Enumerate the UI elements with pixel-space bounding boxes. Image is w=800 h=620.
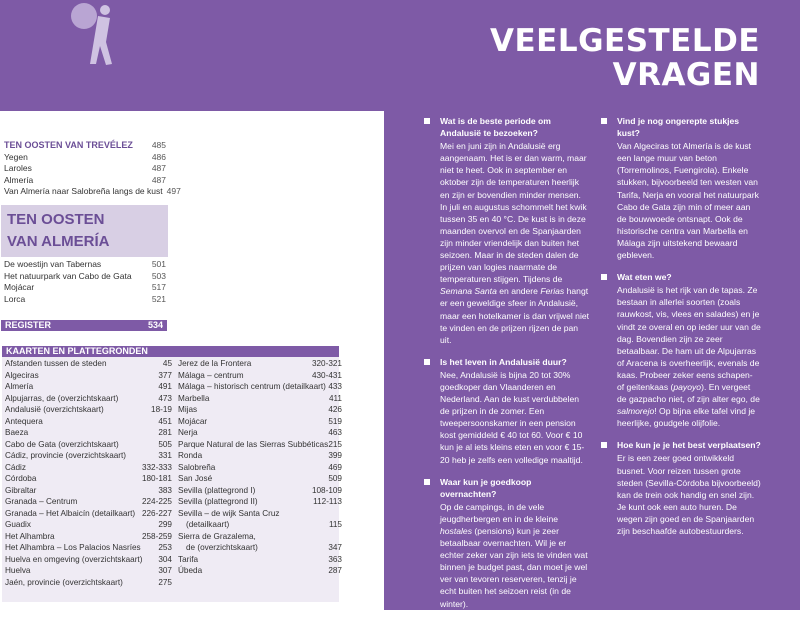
index-page: 487 xyxy=(151,174,166,185)
map-row xyxy=(178,508,342,520)
map-row xyxy=(178,462,342,474)
map-row xyxy=(178,358,342,370)
map-name: Huelva en omgeving (overzichtskaart) xyxy=(5,554,143,564)
trevelez-section xyxy=(4,140,181,198)
qa-column-1 xyxy=(424,115,590,620)
answer-italic: hostales xyxy=(440,526,473,536)
map-name: Ronda xyxy=(178,451,203,460)
answer-text: Mei en juni zijn in Andalusië erg aangenaam. Het is er dan warm, maar niet te heet. Ook in september en oktober zijn de temperaturen heerlijk en zijn er bovendien minder mensen. In juli en augustus schommelt het kwik tussen 35 en 40 °C. De kust is in deze maanden overvol en de Spanjaarden zijn minder vriendelijk dan buiten het seizoen. Maar in de steden dalen de prijzen van logies naarmate de temperaturen stijgen. Tijdens de xyxy=(440,141,587,285)
register-label: REGISTER xyxy=(5,320,52,330)
index-page: 487 xyxy=(151,163,166,173)
answer-italic: payoyo xyxy=(673,381,702,392)
map-row xyxy=(5,358,172,370)
answer-text: en andere xyxy=(496,286,541,297)
index-name: Het natuurpark van Cabo de Gata xyxy=(4,270,132,281)
index-row xyxy=(4,186,181,198)
almeria-title-line-2: VAN ALMERÍA xyxy=(7,233,110,250)
question: Wat is de beste periode om Andalusië te bezoeken? xyxy=(424,115,590,139)
map-page: 281 xyxy=(158,428,172,437)
map-row xyxy=(5,381,172,393)
map-row xyxy=(178,393,342,405)
map-name: Het Alhambra – Los Palacios Nasríes xyxy=(5,543,141,552)
question: Is het leven in Andalusië duur? xyxy=(424,356,590,368)
map-name: Afstanden tussen de steden xyxy=(5,359,107,368)
map-page: 383 xyxy=(158,485,172,495)
register-page: 534 xyxy=(147,320,163,330)
map-row xyxy=(178,416,342,428)
qa-column-2 xyxy=(601,115,761,547)
map-row xyxy=(178,485,342,497)
map-page: 473 xyxy=(158,393,172,403)
almeria-section xyxy=(4,259,166,305)
map-row xyxy=(5,370,172,382)
map-name: (detailkaart) xyxy=(186,520,230,529)
answer-text: Andalusië is het rijk van de tapas. Ze bestaan in allerlei soorten (zoals rauwkost, vis, vlees en salades) en je vindt ze overal en op ieder uur van de dag. Bovendien zijn ze zeer betaalbaar. De ham uit de Alpujarras of Aracena is overheerlijk, evenals de kaas. Probeer zeker eens schapen- of geitenkaas ( xyxy=(617,285,761,392)
answer-italic: Semana Santa xyxy=(440,286,497,297)
map-row xyxy=(178,519,342,531)
map-page: 224-225 xyxy=(141,497,172,506)
map-name: Cabo de Gata (overzichtskaart) xyxy=(5,439,119,449)
map-row xyxy=(178,473,342,485)
map-page: 112-113 xyxy=(313,497,342,506)
answer xyxy=(440,501,590,610)
index-name: Van Almería naar Salobreña langs de kust xyxy=(4,186,163,196)
answer-italic: salmorejo xyxy=(617,406,655,417)
answer xyxy=(617,284,761,429)
answer xyxy=(440,369,590,466)
index-name: Lorca xyxy=(4,293,26,304)
map-page: 411 xyxy=(328,393,342,403)
map-name: Úbeda xyxy=(178,566,203,575)
map-name: Málaga – centrum xyxy=(178,370,244,380)
map-name: Marbella xyxy=(178,393,210,403)
map-row xyxy=(178,439,342,451)
map-name: San José xyxy=(178,474,213,483)
map-row xyxy=(5,473,172,485)
map-page: 426 xyxy=(328,405,342,414)
map-name: Sierra de Grazalema, xyxy=(178,531,256,541)
register-bar xyxy=(1,320,167,331)
map-page: 180-181 xyxy=(141,474,172,483)
trevelez-title-row xyxy=(4,140,166,152)
map-name: Sevilla (plattegrond II) xyxy=(178,497,258,506)
maps-title-bar xyxy=(2,346,339,357)
map-row xyxy=(5,404,172,416)
index-name: Laroles xyxy=(4,163,32,173)
map-page: 18-19 xyxy=(151,405,172,414)
page-title xyxy=(490,24,760,92)
title-line-2: VRAGEN xyxy=(612,57,760,93)
map-page: 519 xyxy=(328,416,342,426)
map-row xyxy=(5,508,172,520)
index-row xyxy=(4,175,166,187)
index-name: Mojácar xyxy=(4,282,35,292)
map-row xyxy=(5,416,172,428)
map-name: Sevilla – de wijk Santa Cruz xyxy=(178,508,280,518)
map-name: Alpujarras, de (overzichtskaart) xyxy=(5,393,119,403)
map-name: Huelva xyxy=(5,566,31,575)
map-name: Cádiz xyxy=(5,462,26,472)
question: Hoe kun je je het best verplaatsen? xyxy=(601,439,761,451)
map-row xyxy=(5,519,172,531)
map-page: 45 xyxy=(162,359,172,368)
index-row xyxy=(4,152,166,164)
answer xyxy=(617,140,761,261)
map-row xyxy=(5,554,172,566)
map-name: Granada – Centrum xyxy=(5,497,78,506)
index-page: 517 xyxy=(151,282,166,292)
index-row xyxy=(4,163,166,175)
map-row xyxy=(5,450,172,462)
map-page: 505 xyxy=(158,439,172,449)
index-page: 497 xyxy=(166,186,181,196)
answer-text: hangt er een geweldige sfeer in Andalusië, maar een hotelkamer is dan vrijwel niet te vinden en de prijzen rijzen de pan uit. xyxy=(440,286,590,345)
map-name: Jaén, provincie (overzichtskaart) xyxy=(5,577,123,587)
map-name: Mojácar xyxy=(178,416,208,426)
map-row xyxy=(5,485,172,497)
map-page: 275 xyxy=(158,577,172,587)
answer-text: (pensions) kun je zeer betaalbaar overnachten. Wil je er echter zeker van zijn iets te vinden wat binnen je budget past, dan moet je wel ver van tevoren reserveren, tenzij je echt buiten het seizoen reist (in de winter). xyxy=(440,526,588,609)
map-page: 363 xyxy=(328,554,342,564)
answer-text: ). En vergeet de gazpacho niet, of zijn alter ego, de xyxy=(617,381,760,405)
index-name: De woestijn van Tabernas xyxy=(4,259,102,269)
map-row xyxy=(5,531,172,543)
title-line-1: VEELGESTELDE xyxy=(489,23,760,59)
map-row xyxy=(5,565,172,577)
map-name: Guadix xyxy=(5,520,31,529)
answer xyxy=(440,140,590,346)
map-name: Jerez de la Frontera xyxy=(178,359,252,368)
map-page: 399 xyxy=(328,451,342,460)
almeria-section-header xyxy=(1,205,168,257)
map-page: 108-109 xyxy=(311,485,342,495)
map-page: 491 xyxy=(158,382,172,391)
map-name: Granada – Het Albaicín (detailkaart) xyxy=(5,508,136,518)
map-name: Het Alhambra xyxy=(5,531,55,541)
map-row xyxy=(178,565,342,577)
map-name: Salobreña xyxy=(178,462,216,472)
answer-text: ! Op bijna elke tafel vind je heerlijke, goudgele olijfolie. xyxy=(617,406,756,429)
map-name: Málaga – historisch centrum (detailkaart) xyxy=(178,382,326,391)
map-name: Tarifa xyxy=(178,554,199,564)
map-page: 463 xyxy=(328,428,342,437)
index-page: 503 xyxy=(151,270,166,281)
map-name: Parque Natural de las Sierras Subbéticas xyxy=(178,439,329,449)
map-page: 320-321 xyxy=(311,359,342,368)
index-page: 501 xyxy=(151,259,166,269)
answer-text: Op de campings, in de vele jeugdherbergen en in de kleine xyxy=(440,501,559,524)
map-page: 299 xyxy=(158,520,172,529)
almeria-title-line-1: TEN OOSTEN xyxy=(7,211,105,228)
map-name: de (overzichtskaart) xyxy=(186,543,258,552)
map-page: 304 xyxy=(158,554,172,564)
index-row xyxy=(4,294,166,306)
answer-text: Van Algeciras tot Almería is de kust een lange muur van beton (Torremolinos, Fuengirola). Enkele stukken, bijvoorbeeld ten westen van Tarifa, Nerja en vooral het natuurpark Cabo de Gata zijn min of meer aan de bouwwoede ontsnapt. Ook de historische centra van Marbella en Málaga zijn uitstekend bewaard gebleven. xyxy=(617,141,759,261)
map-page: 253 xyxy=(158,543,172,552)
map-row xyxy=(178,427,342,439)
map-row xyxy=(178,370,342,382)
map-page: 258-259 xyxy=(141,531,172,541)
index-row xyxy=(4,259,166,271)
map-name: Sevilla (plattegrond I) xyxy=(178,485,256,495)
map-row xyxy=(178,381,342,393)
map-row xyxy=(5,542,172,554)
map-row xyxy=(5,439,172,451)
map-name: Mijas xyxy=(178,405,198,414)
maps-title: KAARTEN EN PLATTEGRONDEN xyxy=(6,346,148,356)
index-name: Yegen xyxy=(4,151,28,162)
map-row xyxy=(5,393,172,405)
map-row xyxy=(178,496,342,508)
map-name: Cádiz, provincie (overzichtskaart) xyxy=(5,451,127,460)
map-name: Gibraltar xyxy=(5,485,37,495)
trevelez-title: TEN OOSTEN VAN TREVÉLEZ xyxy=(4,140,133,150)
maps-column-1 xyxy=(5,358,172,588)
map-page: 347 xyxy=(328,543,342,552)
map-row xyxy=(178,404,342,416)
map-row xyxy=(5,577,172,589)
index-page: 521 xyxy=(151,293,166,304)
map-page: 215 xyxy=(328,439,342,449)
map-row xyxy=(5,496,172,508)
map-page: 307 xyxy=(158,566,172,575)
hiker-icon xyxy=(60,2,122,68)
question: Waar kun je goedkoop overnachten? xyxy=(424,476,590,500)
map-row xyxy=(5,462,172,474)
index-name: Almería xyxy=(4,174,34,185)
map-row xyxy=(178,450,342,462)
answer-text: Nee, Andalusië is bijna 20 tot 30% goedkoper dan Vlaanderen en Nederland. Aan de kust verdubbelen de prijzen in de zomer. Een tweepersoonskamer in een pension kost gemiddeld € 40 tot 60. Voor € 10 kun je al iets kleins eten en voor € 15-20 heb je zelfs een volledige maaltijd. xyxy=(440,369,585,465)
question: Vind je nog ongerepte stukjes kust? xyxy=(601,115,761,139)
map-page: 287 xyxy=(328,566,342,575)
answer-italic: Ferias xyxy=(540,286,565,297)
answer-text: Er is een zeer goed ontwikkeld busnet. Voor reizen tussen grote steden (Sevilla-Córdoba bijvoorbeeld) kan de trein ook handig en snel zijn. Je kunt ook een auto huren. De wegen zijn goed en de Spanjaarden zijn beschaafde autobestuurders. xyxy=(617,453,761,536)
map-page: 433 xyxy=(328,382,342,391)
map-page: 332-333 xyxy=(141,462,172,472)
maps-column-2 xyxy=(178,358,342,577)
map-row xyxy=(178,554,342,566)
index-row xyxy=(4,271,166,283)
map-page: 509 xyxy=(328,474,342,483)
map-row xyxy=(5,427,172,439)
map-row xyxy=(178,531,342,543)
map-name: Nerja xyxy=(178,428,198,437)
index-row xyxy=(4,282,166,294)
map-page: 451 xyxy=(158,416,172,426)
index-page: 486 xyxy=(151,151,166,162)
map-name: Antequera xyxy=(5,416,43,426)
map-page: 115 xyxy=(328,520,342,529)
question: Wat eten we? xyxy=(601,271,761,283)
map-name: Baeza xyxy=(5,428,29,437)
map-row xyxy=(178,542,342,554)
map-page: 377 xyxy=(158,370,172,380)
map-page: 331 xyxy=(158,451,172,460)
map-name: Andalusië (overzichtskaart) xyxy=(5,405,104,414)
answer xyxy=(617,452,761,537)
map-name: Algeciras xyxy=(5,370,39,380)
map-page: 430-431 xyxy=(311,370,342,380)
map-page: 226-227 xyxy=(141,508,172,518)
map-name: Almería xyxy=(5,382,34,391)
trevelez-title-page: 485 xyxy=(151,140,166,150)
map-name: Córdoba xyxy=(5,474,37,483)
map-page: 469 xyxy=(328,462,342,472)
